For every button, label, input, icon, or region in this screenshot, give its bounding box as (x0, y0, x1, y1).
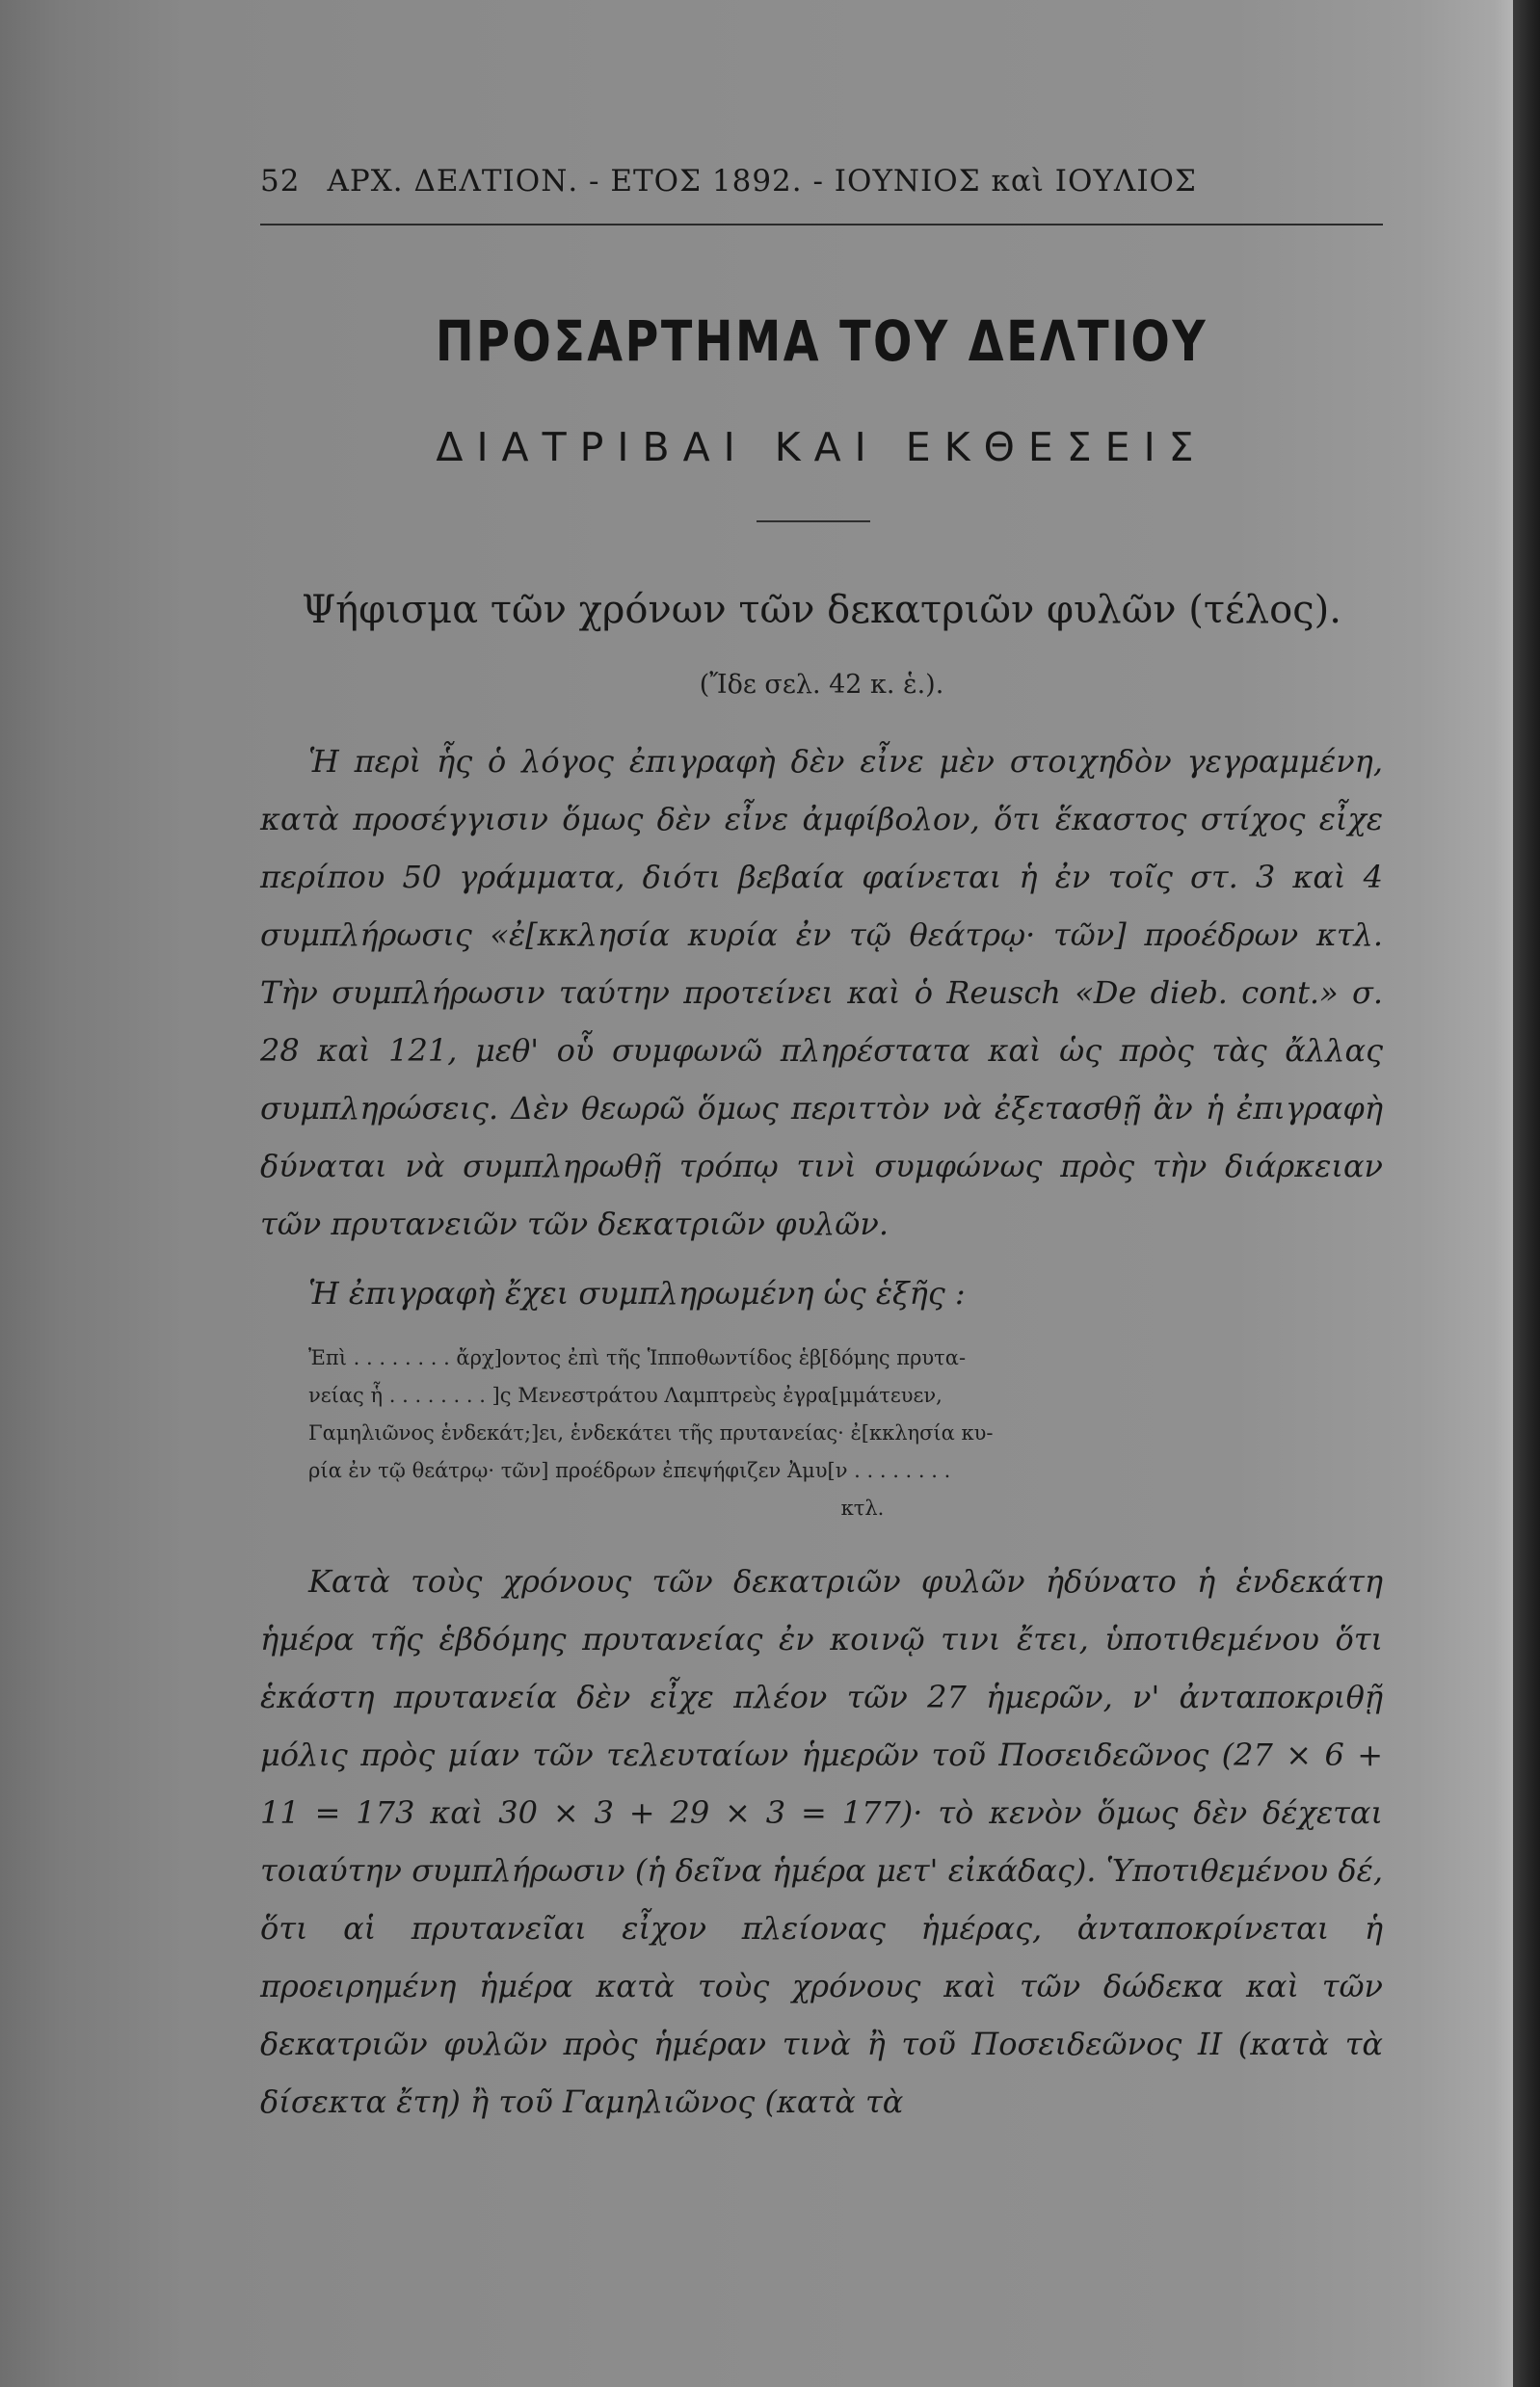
paragraph: Ἡ περὶ ἧς ὁ λόγος ἐπιγραφὴ δὲν εἶνε μὲν στοιχηδὸν γεγραμμένη, κατὰ προσέγγισιν ὅμως δὲν εἶνε ἀμφίβολον, ὅτι ἕκαστος στίχος εἶχε περίπου 50 γράμματα, διότι βεβαία φαίνεται ἡ ἐν τοῖς στ. 3 καὶ 4 συμπλήρωσις «ἐ[κκλησία κυρία ἐν τῷ θεάτρῳ· τῶν] προέδρων κτλ. Τὴν συμπλήρωσιν ταύτην προτείνει καὶ ὁ Reusch «De dieb. cont.» σ. 28 καὶ 121, μεθ' οὗ συμφωνῶ πληρέστατα καὶ ὡς πρὸς τὰς ἄλλας συμπληρώσεις. Δὲν θεωρῶ ὅμως περιττὸν νὰ ἐξετασθῇ ἂν ἡ ἐπιγραφὴ δύναται νὰ συμπληρωθῇ τρόπῳ τινὶ συμφώνως πρὸς τὴν διάρκειαν τῶν πρυτανειῶν τῶν δεκατριῶν φυλῶν. (260, 743, 1383, 1242)
section-title: Ψήφισμα τῶν χρόνων τῶν δεκατριῶν φυλῶν (τέλος). (302, 588, 1341, 632)
inscription-line: Γαμηλιῶνος ἑνδεκάτ;]ει, ἑνδεκάτει τῆς πρυτανείας· ἐ[κκλησία κυ- (308, 1421, 994, 1445)
running-title: ΑΡΧ. ΔΕΛΤΙΟΝ. - ΕΤΟΣ 1892. - ΙΟΥΝΙΟΣ καὶ ΙΟΥΛΙΟΣ (327, 164, 1197, 199)
inscription-block (308, 1339, 1330, 1527)
page-number: 52 (260, 164, 301, 199)
inscription-line: ρία ἐν τῷ θεάτρῳ· τῶν] προέδρων ἐπεψήφιζεν Ἀμυ[ν . . . . . . . . (308, 1459, 951, 1482)
paragraph: Ἡ ἐπιγραφὴ ἔχει συμπληρωμένη ὡς ἑξῆς : (308, 1275, 966, 1312)
body-text (260, 732, 1383, 2131)
running-head (260, 164, 1383, 199)
page-reference: (Ἴδε σελ. 42 κ. ἑ.). (699, 670, 944, 700)
inscription-line: κτλ. (840, 1497, 885, 1520)
page-subtitle: ΔΙΑΤΡΙΒΑΙ ΚΑΙ ΕΚΘΕΣΕΙΣ (436, 424, 1208, 470)
page-title: ΠΡΟΣΑΡΤΗΜΑ ΤΟΥ ΔΕΛΤΙΟΥ (435, 308, 1208, 374)
book-edge (1513, 0, 1540, 2387)
book-page (260, 135, 1383, 2351)
header-rule (260, 224, 1383, 225)
inscription-line: νείας ἧ . . . . . . . . ]ς Μενεστράτου Λαμπτρεὺς ἐγρα[μμάτευεν, (308, 1384, 943, 1407)
paragraph: Κατὰ τοὺς χρόνους τῶν δεκατριῶν φυλῶν ἠδύνατο ἡ ἑνδεκάτη ἡμέρα τῆς ἑβδόμης πρυτανείας ἐν κοινῷ τινι ἔτει, ὑποτιθεμένου ὅτι ἑκάστη πρυτανεία δὲν εἶχε πλέον τῶν 27 ἡμερῶν, ν' ἀνταποκριθῇ μόλις πρὸς μίαν τῶν τελευταίων ἡμερῶν τοῦ Ποσειδεῶνος (27 × 6 + 11 = 173 καὶ 30 × 3 + 29 × 3 = 177)· τὸ κενὸν ὅμως δὲν δέχεται τοιαύτην συμπλήρωσιν (ἡ δεῖνα ἡμέρα μετ' εἰκάδας). Ὑποτιθεμένου δέ, ὅτι αἱ πρυτανεῖαι εἶχον πλείονας ἡμέρας, ἀνταποκρίνεται ἡ προειρημένη ἡμέρα κατὰ τοὺς χρόνους καὶ τῶν δώδεκα καὶ τῶν δεκατριῶν φυλῶν πρὸς ἡμέραν τινὰ ἢ τοῦ Ποσειδεῶνος II (κατὰ τὰ δίσεκτα ἔτη) ἢ τοῦ Γαμηλιῶνος (κατὰ τὰ (260, 1563, 1383, 2120)
section-divider (757, 520, 870, 522)
inscription-line: Ἐπὶ . . . . . . . . ἄρχ]οντος ἐπὶ τῆς Ἱπποθωντίδος ἑβ[δόμης πρυτα- (308, 1346, 967, 1369)
